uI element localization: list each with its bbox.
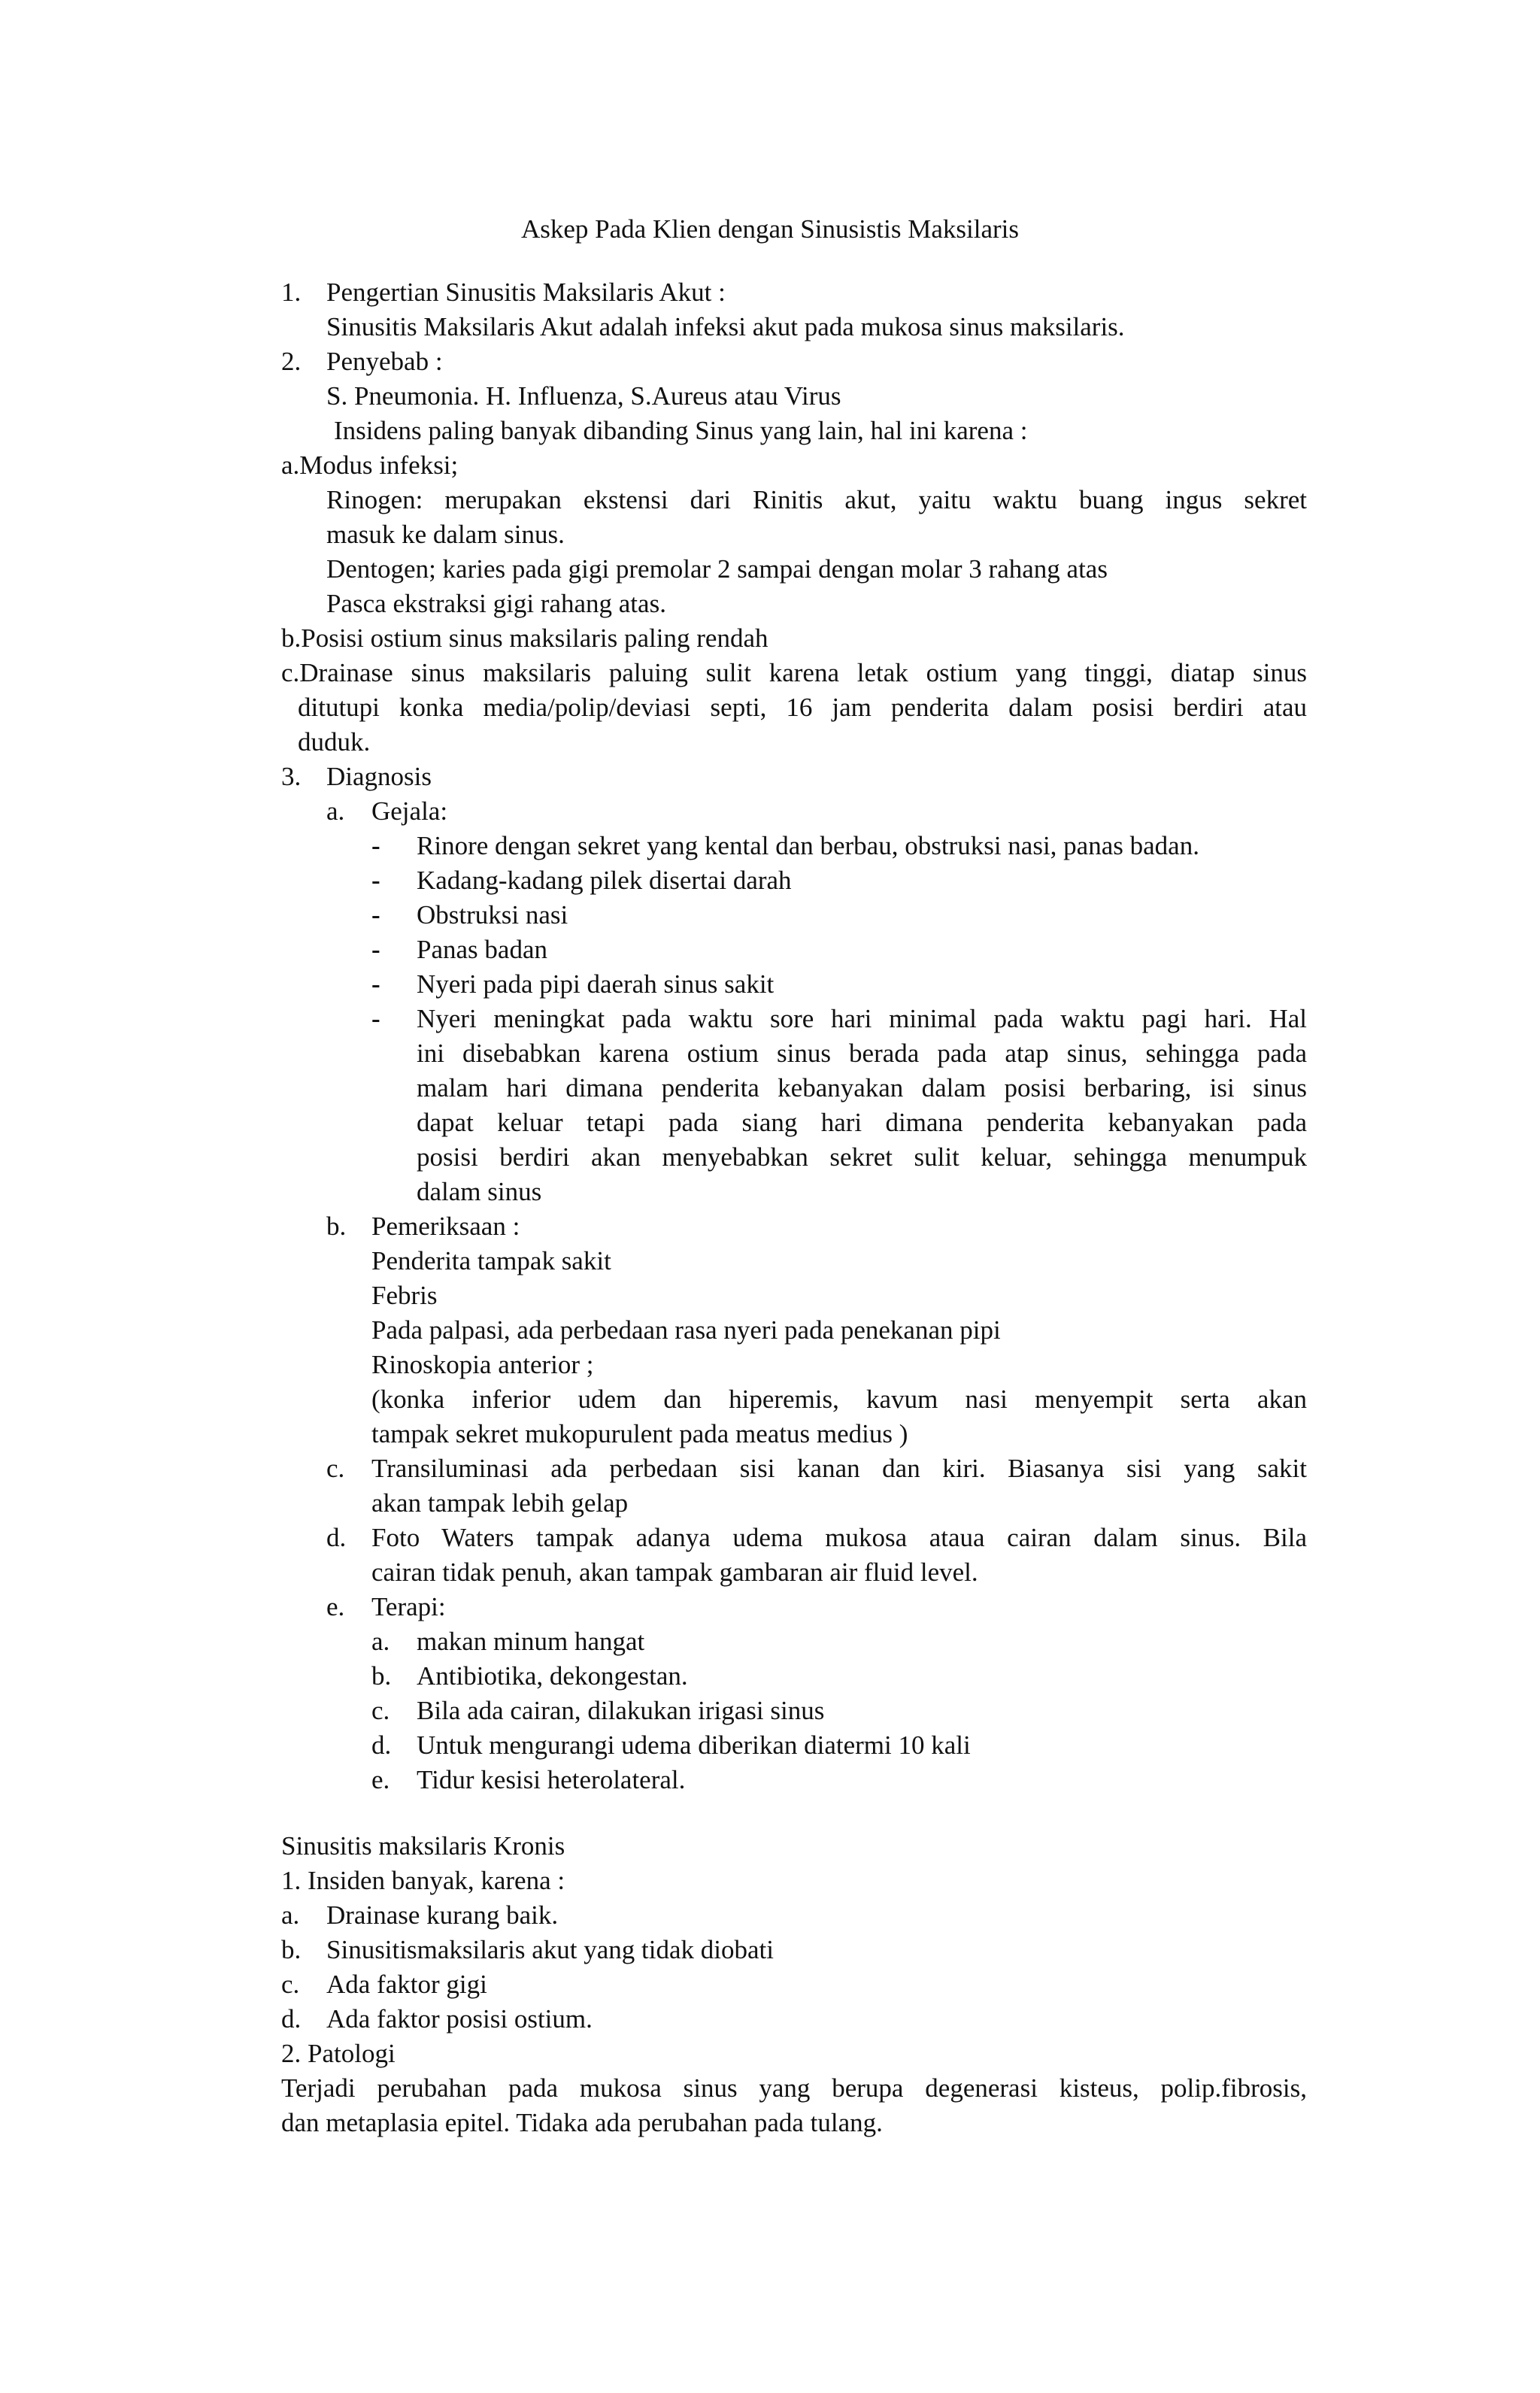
list-item: - Panas badan [371,935,547,964]
penyebab-insidens: Insidens paling banyak dibanding Sinus yang lain, hal ini karena : [334,416,1028,445]
list-item: - Obstruksi nasi [371,900,568,930]
nyeri-line: dapat keluar tetapi pada siang hari dimana penderita kebanyakan pada [417,1108,1307,1137]
section-2-heading [281,344,1307,379]
posisi-ostium: b.Posisi ostium sinus maksilaris paling rendah [281,623,768,653]
list-item: c. Bila ada cairan, dilakukan irigasi sinus [371,1696,825,1725]
pemeriksaan-line: Rinoskopia anterior ; [371,1350,594,1379]
pemeriksaan-line: (konka inferior udem dan hiperemis, kavum nasi menyempit serta akan [371,1385,1307,1414]
modus-dentogen: Dentogen; karies pada gigi premolar 2 sampai dengan molar 3 rahang atas [326,554,1108,584]
nyeri-line: Nyeri meningkat pada waktu sore hari minimal pada waktu pagi hari. Hal [417,1004,1307,1033]
list-item: - Kadang-kadang pilek disertai darah [371,866,792,895]
modus-rinogen-line-1: Rinogen: merupakan ekstensi dari Rinitis akut, yaitu waktu buang ingus sekret [326,485,1307,514]
nyeri-line: ini disebabkan karena ostium sinus berada pada atap sinus, sehingga pada [417,1039,1307,1068]
foto-waters-mark: d. [326,1523,347,1552]
transiluminasi-item [281,1451,1307,1521]
list-item: - Rinore dengan sekret yang kental dan berbau, obstruksi nasi, panas badan. [371,831,1199,860]
foto-waters-item [281,1521,1307,1590]
section-1-number: 1. [281,278,302,307]
document-title: Askep Pada Klien dengan Sinusistis Maksilaris [520,214,1020,244]
section-1-heading [281,275,1307,310]
drainase-line-3: duduk. [298,727,371,757]
list-item: - Nyeri meningkat pada waktu sore hari minimal pada waktu pagi hari. Hal ini disebabkan karena ostium sinus berada pada atap sinus, sehingga pada malam hari dimana penderita kebanyakan dalam posisi berbaring, isi sinus dapat keluar tetapi pada siang hari dimana penderita kebanyakan pada posisi berdiri akan menyebabkan sekret sulit keluar, sehingga menumpuk dalam sinus [281,1002,1307,1209]
terapi-mark: e. [326,1592,345,1621]
section-1-heading-text: Pengertian Sinusitis Maksilaris Akut : [326,278,726,307]
list-item: b. Sinusitismaksilaris akut yang tidak diobati [281,1935,774,1964]
document-body [281,275,1307,2140]
pemeriksaan-heading [281,1209,1307,1244]
section-3-number: 3. [281,762,302,791]
section-1-body: Sinusitis Maksilaris Akut adalah infeksi akut pada mukosa sinus maksilaris. [326,312,1125,341]
list-item: - Nyeri pada pipi daerah sinus sakit [371,969,775,999]
list-item: b. Antibiotika, dekongestan. [371,1661,688,1691]
gejala-label: Gejala: [371,796,448,826]
transiluminasi-line: akan tampak lebih gelap [371,1488,629,1518]
pemeriksaan-mark: b. [326,1212,347,1241]
kronis-patologi-line-2: dan metaplasia epitel. Tidaka ada perubahan pada tulang. [281,2108,883,2137]
nyeri-line: dalam sinus [417,1177,542,1206]
terapi-heading [281,1590,1307,1624]
list-item: c. Ada faktor gigi [281,1970,487,1999]
modus-infeksi-heading: a.Modus infeksi; [281,450,459,480]
section-3-heading [281,760,1307,794]
section-spacer [281,1797,1307,1829]
kronis-heading: Sinusitis maksilaris Kronis [281,1831,565,1861]
list-item: a. Drainase kurang baik. [281,1900,559,1930]
list-item: d. Untuk mengurangi udema diberikan diatermi 10 kali [371,1730,971,1760]
foto-waters-line: cairan tidak penuh, akan tampak gambaran air fluid level. [371,1557,978,1587]
pemeriksaan-line: Febris [371,1281,438,1310]
pemeriksaan-line: Penderita tampak sakit [371,1246,611,1275]
pemeriksaan-body [281,1244,1307,1451]
pemeriksaan-line: tampak sekret mukopurulent pada meatus medius ) [371,1419,908,1448]
gejala-heading [281,794,1307,829]
kronis-insiden: 1. Insiden banyak, karena : [281,1866,565,1895]
transiluminasi-line: Transiluminasi ada perbedaan sisi kanan dan kiri. Biasanya sisi yang sakit [371,1454,1307,1483]
pemeriksaan-line: Pada palpasi, ada perbedaan rasa nyeri pada penekanan pipi [371,1315,1001,1345]
nyeri-line: posisi berdiri akan menyebabkan sekret sulit keluar, sehingga menumpuk [417,1142,1307,1172]
penyebab-organisms: S. Pneumonia. H. Influenza, S.Aureus atau Virus [326,381,841,411]
list-item: e. Tidur kesisi heterolateral. [371,1765,686,1794]
modus-pasca-ekstraksi: Pasca ekstraksi gigi rahang atas. [326,589,666,618]
modus-rinogen-line-2: masuk ke dalam sinus. [326,520,565,549]
kronis-patologi-line-1: Terjadi perubahan pada mukosa sinus yang berupa degenerasi kisteus, polip.fibrosis, [281,2073,1307,2103]
gejala-mark: a. [326,796,345,826]
section-3-heading-text: Diagnosis [326,762,432,791]
section-2-heading-text: Penyebab : [326,347,443,376]
list-item: a. makan minum hangat [371,1627,645,1656]
kronis-patologi-heading: 2. Patologi [281,2039,396,2068]
transiluminasi-mark: c. [326,1454,345,1483]
nyeri-line: malam hari dimana penderita kebanyakan dalam posisi berbaring, isi sinus [417,1073,1307,1102]
terapi-label: Terapi: [371,1592,446,1621]
drainase-line-2: ditutupi konka media/polip/deviasi septi, 16 jam penderita dalam posisi berdiri atau [298,693,1307,722]
section-2-number: 2. [281,347,302,376]
pemeriksaan-label: Pemeriksaan : [371,1212,520,1241]
list-item: d. Ada faktor posisi ostium. [281,2004,593,2034]
foto-waters-line: Foto Waters tampak adanya udema mukosa ataua cairan dalam sinus. Bila [371,1523,1307,1552]
drainase-line-1: c.Drainase sinus maksilaris paluing sulit karena letak ostium yang tinggi, diatap sinus [281,658,1307,687]
